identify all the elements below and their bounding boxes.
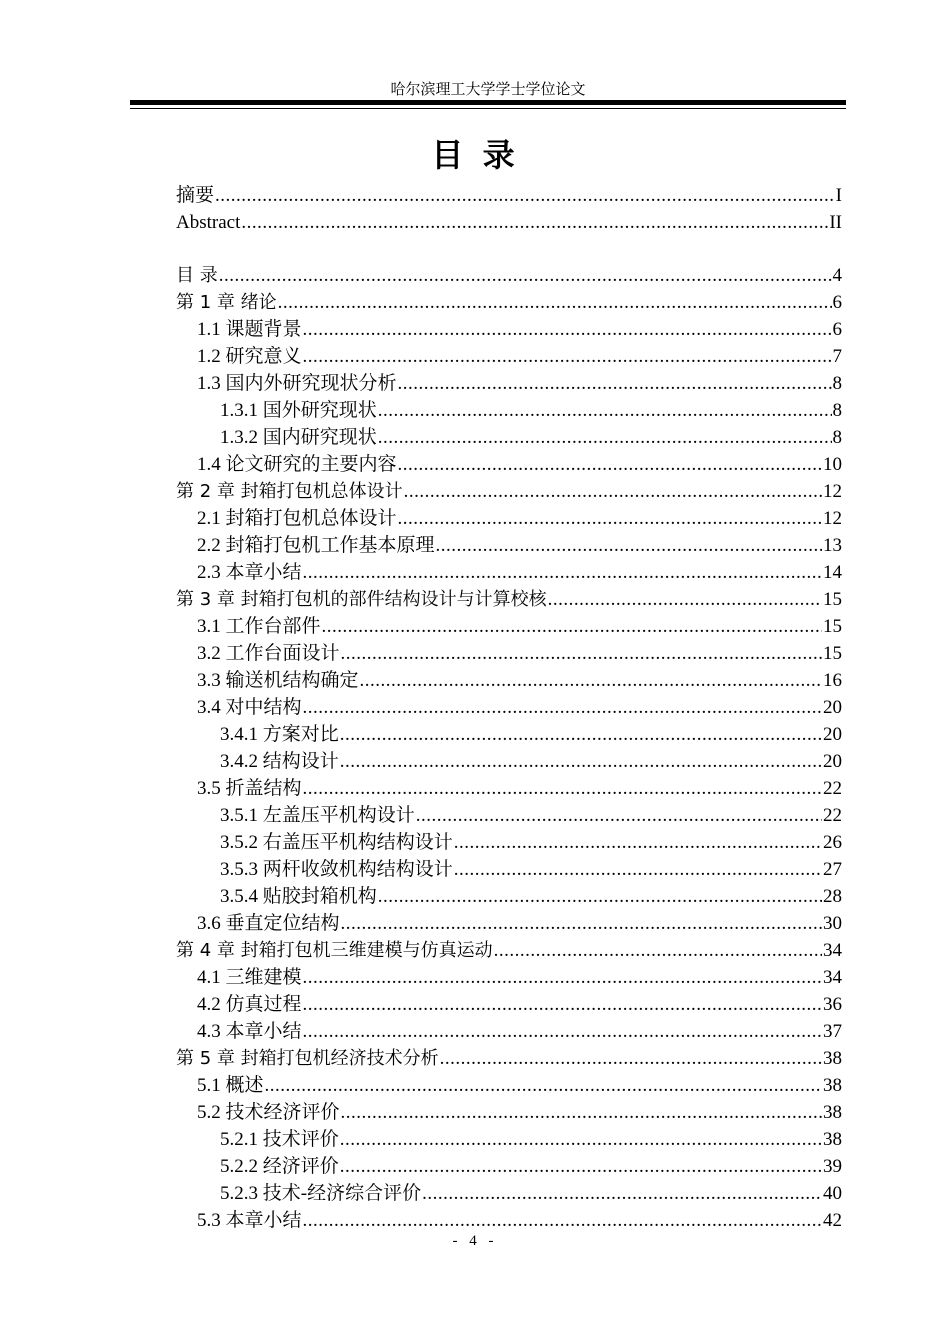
toc-entry[interactable] [176, 1153, 842, 1180]
toc-entry-title: 2.3 本章小结 [197, 562, 302, 583]
toc-leader-dots [303, 316, 832, 343]
toc-entry-title: 5.2.1 技术评价 [220, 1129, 339, 1150]
toc-entry-title: 5.2.2 经济评价 [220, 1156, 339, 1177]
toc-entry-title: 3.5.3 两杆收敛机构结构设计 [220, 859, 453, 880]
toc-entry-page: 34 [823, 940, 842, 961]
toc-entry[interactable] [176, 370, 842, 397]
toc-leader-dots [440, 1045, 822, 1072]
toc-entry-title: 1.3.1 国外研究现状 [220, 400, 377, 421]
table-of-contents [176, 182, 842, 1234]
header-rule-thick [130, 100, 846, 105]
toc-entry-page: 37 [823, 1021, 842, 1042]
toc-entry[interactable] [176, 775, 842, 802]
toc-entry-title: 第 4 章 封箱打包机三维建模与仿真运动 [176, 940, 493, 961]
toc-entry-title: 2.1 封箱打包机总体设计 [197, 508, 397, 529]
toc-entry-page: 26 [823, 832, 842, 853]
toc-entry[interactable] [176, 505, 842, 532]
toc-entry-page: 30 [823, 913, 842, 934]
toc-entry-page: 15 [823, 643, 842, 664]
toc-entry[interactable] [176, 289, 842, 316]
toc-leader-dots [341, 910, 822, 937]
toc-leader-dots [548, 586, 822, 613]
toc-entry-title: 3.5.2 右盖压平机构结构设计 [220, 832, 453, 853]
toc-entry-title: 3.4 对中结构 [197, 697, 302, 718]
toc-entry-title: 5.1 概述 [197, 1075, 264, 1096]
toc-entry[interactable] [176, 910, 842, 937]
toc-leader-dots [265, 1072, 822, 1099]
toc-entry[interactable] [176, 586, 842, 613]
toc-entry-page: 38 [823, 1048, 842, 1069]
toc-entry-page: 22 [823, 805, 842, 826]
toc-entry-title: 第 3 章 封箱打包机的部件结构设计与计算校核 [176, 589, 547, 610]
toc-entry[interactable] [176, 397, 842, 424]
toc-entry[interactable] [176, 316, 842, 343]
toc-entry-title: 3.4.1 方案对比 [220, 724, 339, 745]
toc-leader-dots [322, 613, 822, 640]
toc-entry-page: 27 [823, 859, 842, 880]
toc-entry[interactable] [176, 1018, 842, 1045]
toc-entry-title: 4.3 本章小结 [197, 1021, 302, 1042]
toc-entry[interactable] [176, 883, 842, 910]
toc-leader-dots [404, 478, 822, 505]
toc-entry[interactable] [176, 182, 842, 209]
toc-entry-page: 36 [823, 994, 842, 1015]
toc-entry-title: 第 5 章 封箱打包机经济技术分析 [176, 1048, 439, 1069]
page-title: 目 录 [431, 136, 519, 174]
toc-entry-page: 10 [823, 454, 842, 475]
toc-leader-dots [436, 532, 822, 559]
toc-entry-page: 8 [832, 427, 842, 448]
toc-leader-dots [378, 883, 822, 910]
toc-entry-title: 目 录 [176, 265, 218, 286]
toc-entry-title: 1.4 论文研究的主要内容 [197, 454, 397, 475]
toc-entry-title: 3.5.4 贴胶封箱机构 [220, 886, 377, 907]
header-rule-thin [130, 108, 846, 109]
toc-entry-page: 22 [823, 778, 842, 799]
toc-entry-title: Abstract [176, 212, 241, 233]
toc-entry[interactable] [176, 1180, 842, 1207]
toc-entry[interactable] [176, 694, 842, 721]
toc-entry-title: 3.6 垂直定位结构 [197, 913, 340, 934]
toc-leader-dots [398, 451, 822, 478]
toc-entry-title: 3.3 输送机结构确定 [197, 670, 359, 691]
toc-entry[interactable] [176, 748, 842, 775]
toc-leader-dots [340, 721, 822, 748]
toc-entry-title: 3.5 折盖结构 [197, 778, 302, 799]
toc-entry[interactable] [176, 343, 842, 370]
toc-entry[interactable] [176, 1207, 842, 1234]
toc-leader-dots [303, 991, 822, 1018]
toc-entry-title: 3.4.2 结构设计 [220, 751, 339, 772]
toc-entry-page: 7 [832, 346, 842, 367]
toc-entry-page: 42 [823, 1210, 842, 1231]
toc-leader-dots [340, 748, 822, 775]
toc-entry-page: 4 [832, 265, 842, 286]
toc-entry-page: 14 [823, 562, 842, 583]
toc-entry[interactable] [176, 262, 842, 289]
toc-entry[interactable] [176, 613, 842, 640]
running-header: 哈尔滨理工大学学士学位论文 [390, 82, 586, 98]
toc-entry-title: 2.2 封箱打包机工作基本原理 [197, 535, 435, 556]
toc-leader-dots [219, 262, 832, 289]
toc-entry-title: 5.2.3 技术-经济综合评价 [220, 1183, 422, 1204]
toc-leader-dots [360, 667, 822, 694]
toc-entry-title: 3.1 工作台部件 [197, 616, 321, 637]
toc-entry[interactable] [176, 937, 842, 964]
toc-entry-title: 5.3 本章小结 [197, 1210, 302, 1231]
toc-entry-page: 38 [823, 1075, 842, 1096]
toc-entry-title: 1.3 国内外研究现状分析 [197, 373, 397, 394]
toc-entry[interactable] [176, 640, 842, 667]
toc-leader-dots [303, 559, 822, 586]
toc-leader-dots [303, 694, 822, 721]
toc-leader-dots [303, 1207, 822, 1234]
toc-entry[interactable] [176, 478, 842, 505]
toc-entry-page: 15 [823, 589, 842, 610]
toc-entry[interactable] [176, 802, 842, 829]
toc-entry-page: 38 [823, 1129, 842, 1150]
toc-entry-title: 摘要 [176, 185, 215, 206]
toc-entry-page: 12 [823, 508, 842, 529]
toc-entry-page: 8 [832, 400, 842, 421]
toc-entry-title: 4.2 仿真过程 [197, 994, 302, 1015]
toc-entry-page: 15 [823, 616, 842, 637]
toc-leader-dots [454, 856, 822, 883]
toc-entry[interactable] [176, 1099, 842, 1126]
toc-entry-page: II [829, 212, 842, 233]
toc-entry-title: 1.1 课题背景 [197, 319, 302, 340]
toc-leader-dots [303, 1018, 822, 1045]
toc-entry-page: 8 [832, 373, 842, 394]
toc-leader-dots [215, 182, 835, 209]
toc-entry[interactable] [176, 424, 842, 451]
toc-leader-dots [303, 343, 832, 370]
toc-leader-dots [378, 397, 832, 424]
toc-entry[interactable] [176, 451, 842, 478]
toc-leader-dots [278, 289, 832, 316]
toc-entry[interactable] [176, 829, 842, 856]
toc-entry-title: 1.3.2 国内研究现状 [220, 427, 377, 448]
toc-leader-dots [303, 964, 822, 991]
toc-entry-page: 40 [823, 1183, 842, 1204]
toc-leader-dots [378, 424, 832, 451]
toc-entry-page: 13 [823, 535, 842, 556]
toc-entry-page: 28 [823, 886, 842, 907]
toc-entry-page: 20 [823, 724, 842, 745]
toc-entry[interactable] [176, 1126, 842, 1153]
toc-entry-page: 12 [823, 481, 842, 502]
toc-entry-page: 16 [823, 670, 842, 691]
page-number: - 4 - [452, 1233, 498, 1249]
toc-entry-page: 38 [823, 1102, 842, 1123]
toc-entry-title: 4.1 三维建模 [197, 967, 302, 988]
toc-entry-title: 1.2 研究意义 [197, 346, 302, 367]
toc-leader-dots [416, 802, 822, 829]
toc-entry-title: 第 1 章 绪论 [176, 292, 277, 313]
toc-entry-title: 第 2 章 封箱打包机总体设计 [176, 481, 403, 502]
toc-entry-page: 34 [823, 967, 842, 988]
toc-entry-page: 20 [823, 697, 842, 718]
toc-entry[interactable] [176, 856, 842, 883]
toc-entry[interactable] [176, 991, 842, 1018]
toc-leader-dots [341, 640, 822, 667]
toc-entry[interactable] [176, 1045, 842, 1072]
toc-gap [176, 236, 842, 262]
toc-entry-title: 3.5.1 左盖压平机构设计 [220, 805, 415, 826]
toc-leader-dots [422, 1180, 822, 1207]
toc-entry[interactable] [176, 667, 842, 694]
toc-entry-page: I [835, 185, 842, 206]
toc-leader-dots [454, 829, 822, 856]
toc-entry-page: 39 [823, 1156, 842, 1177]
toc-entry[interactable] [176, 1072, 842, 1099]
toc-entry[interactable] [176, 209, 842, 236]
toc-leader-dots [341, 1099, 822, 1126]
toc-entry-title: 3.2 工作台面设计 [197, 643, 340, 664]
toc-leader-dots [241, 209, 828, 236]
toc-leader-dots [494, 937, 822, 964]
toc-leader-dots [340, 1126, 822, 1153]
toc-entry-page: 6 [832, 319, 842, 340]
toc-entry-page: 20 [823, 751, 842, 772]
toc-entry[interactable] [176, 559, 842, 586]
toc-leader-dots [303, 775, 822, 802]
toc-entry[interactable] [176, 721, 842, 748]
toc-entry-title: 5.2 技术经济评价 [197, 1102, 340, 1123]
toc-entry[interactable] [176, 532, 842, 559]
toc-leader-dots [398, 505, 822, 532]
toc-entry-page: 6 [832, 292, 842, 313]
toc-leader-dots [340, 1153, 822, 1180]
toc-entry[interactable] [176, 964, 842, 991]
toc-leader-dots [398, 370, 832, 397]
